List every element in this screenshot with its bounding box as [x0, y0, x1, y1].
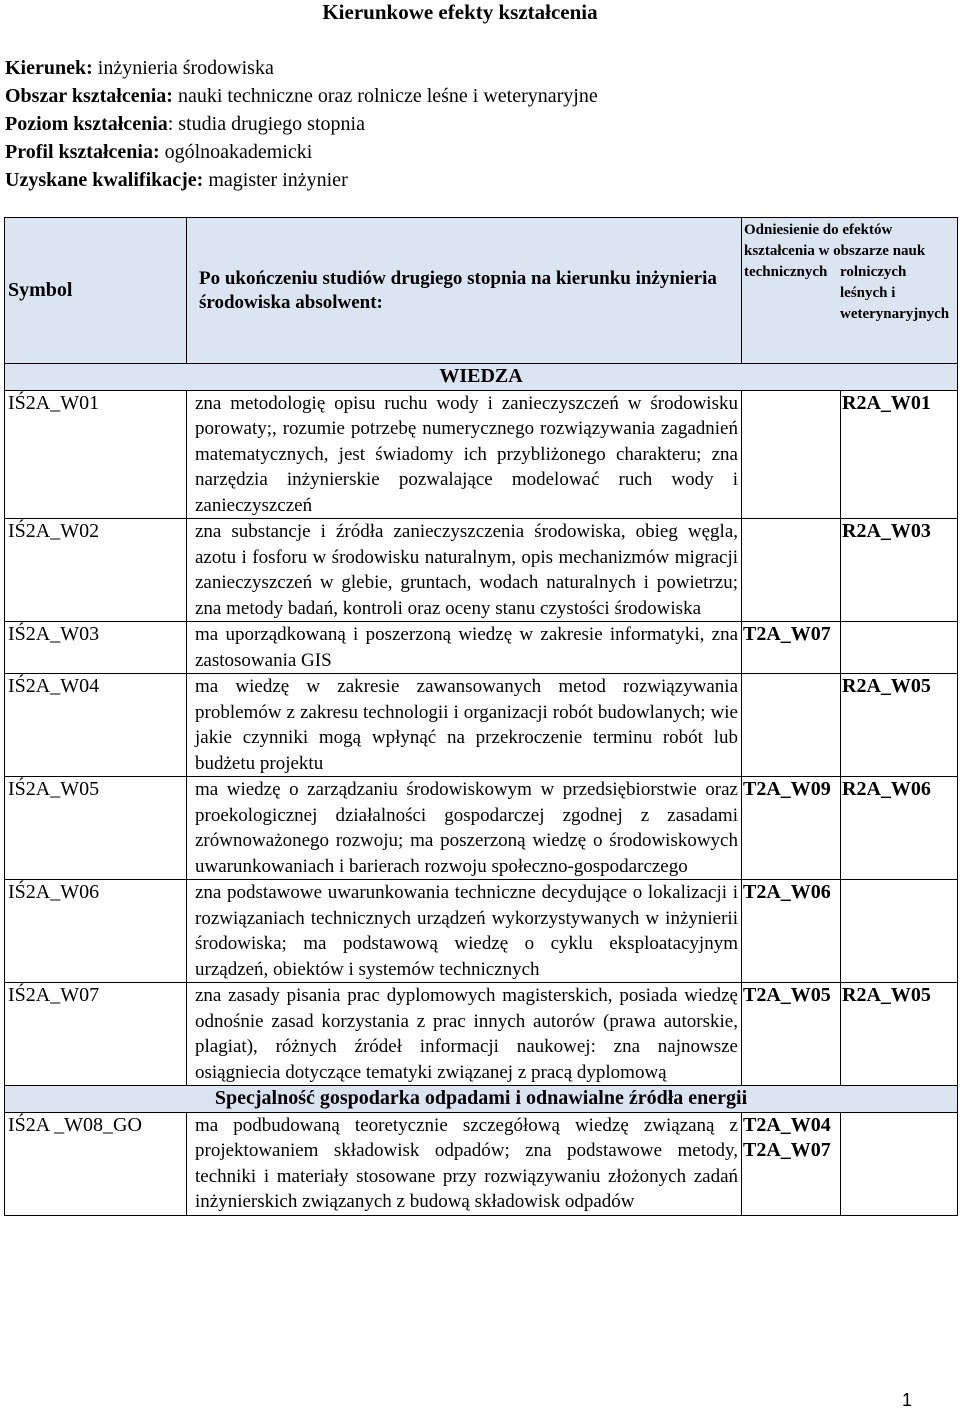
outcome-symbol: IŚ2A_W01: [5, 390, 187, 519]
outcome-ref-technical: T2A_W05: [742, 983, 841, 1086]
section-row-specialization: [5, 1086, 958, 1113]
outcome-ref-technical: T2A_W07: [742, 622, 841, 674]
table-header-row: [5, 218, 958, 364]
header-col-technical: technicznych: [744, 264, 828, 280]
table-row: [5, 622, 958, 674]
header-description: Po ukończeniu studiów drugiego stopnia na kierunku inżynieria środowiska absolwent:: [187, 218, 742, 364]
outcome-symbol: IŚ2A _W08_GO: [5, 1112, 187, 1215]
meta-obszar: Obszar kształcenia: nauki techniczne oraz rolnicze leśne i weterynaryjne: [5, 85, 598, 107]
table-row: [5, 1112, 958, 1215]
section-title-wiedza: WIEDZA: [5, 364, 958, 391]
header-reference-title: Odniesienie do efektów kształcenia w obszarze nauk: [744, 222, 926, 259]
table-row: [5, 390, 958, 519]
outcome-description: zna substancje i źródła zanieczyszczenia środowiska, obieg węgla, azotu i fosforu w środowisku naturalnym, opis mechanizmów migracji zanieczyszczeń w glebie, gruntach, wodach naturalnych i powietrzu; zna metody badań, kontroli oraz oceny stanu czystości środowiska: [187, 519, 742, 622]
meta-kwalifikacje: Uzyskane kwalifikacje: magister inżynier: [5, 169, 348, 191]
table-row: [5, 777, 958, 880]
outcome-ref-technical: [742, 1112, 841, 1215]
outcome-symbol: IŚ2A_W02: [5, 519, 187, 622]
outcome-symbol: IŚ2A_W06: [5, 880, 187, 983]
meta-poziom: Poziom kształcenia: studia drugiego stopnia: [5, 113, 365, 135]
outcome-symbol: IŚ2A_W05: [5, 777, 187, 880]
outcome-description: zna metodologię opisu ruchu wody i zanieczyszczeń w środowisku porowaty;, rozumie potrzebę numerycznego rozwiązywania zagadnień matematycznych, jest świadomy ich przybliżonego charakteru; zna narzędzia inżynierskie pozwalające modelować ruch wody i zanieczyszczeń: [187, 390, 742, 519]
program-meta: [5, 54, 598, 194]
header-col-agri: rolniczych leśnych i weterynaryjnych: [840, 264, 950, 322]
header-reference: [742, 218, 958, 364]
outcome-ref-agri: [841, 880, 958, 983]
outcome-ref-agri: R2A_W01: [841, 390, 958, 519]
outcome-ref-technical: [742, 390, 841, 519]
table-row: [5, 674, 958, 777]
outcome-ref-technical: [742, 674, 841, 777]
outcome-ref-technical: [742, 519, 841, 622]
section-title-specialization: Specjalność gospodarka odpadami i odnawialne źródła energii: [5, 1086, 958, 1113]
outcome-ref-agri: [841, 622, 958, 674]
table-row: [5, 519, 958, 622]
outcome-symbol: IŚ2A_W03: [5, 622, 187, 674]
table-row: [5, 983, 958, 1086]
outcome-description: ma wiedzę o zarządzaniu środowiskowym w przedsiębiorstwie oraz proekologicznej działalności gospodarczej zgodnej z zasadami zrównoważonego rozwoju; ma poszerzoną wiedzę o środowiskowych uwarunkowaniach i barierach rozwoju społeczno-gospodarczego: [187, 777, 742, 880]
page-title: Kierunkowe efekty kształcenia: [322, 0, 598, 24]
outcome-description: zna podstawowe uwarunkowania techniczne decydujące o lokalizacji i rozwiązaniach technicznych urządzeń wykorzystywanych w inżynierii środowiska; ma podstawową wiedzę o cyklu eksploatacyjnym urządzeń, obiektów i systemów technicznych: [187, 880, 742, 983]
outcome-description: ma podbudowaną teoretycznie szczegółową wiedzę związaną z projektowaniem składowisk odpadów; zna podstawowe metody, techniki i materiały stosowane przy rozwiązywaniu złożonych zadań inżynierskich związanych z budową składowisk odpadów: [187, 1112, 742, 1215]
outcome-description: ma wiedzę w zakresie zawansowanych metod rozwiązywania problemów z zakresu technologii i organizacji robót budowlanych; wie jakie czynniki mogą wpłynąć na przekroczenie terminu robót lub budżetu projektu: [187, 674, 742, 777]
outcome-ref-agri: [841, 1112, 958, 1215]
page-number: 1: [902, 1390, 913, 1410]
outcome-ref-agri: R2A_W05: [841, 983, 958, 1086]
ref-code: T2A_W04: [743, 1113, 831, 1136]
outcome-ref-technical: T2A_W09: [742, 777, 841, 880]
outcome-symbol: IŚ2A_W07: [5, 983, 187, 1086]
table-row: [5, 880, 958, 983]
ref-code: T2A_W07: [743, 1139, 831, 1161]
outcome-description: zna zasady pisania prac dyplomowych magisterskich, posiada wiedzę odnośnie zasad korzystania z prac innych autorów (prawa autorskie, plagiat), różnych źródeł informacji naukowej: zna najnowsze osiągniecia dotyczące tematyki związanej z pracą dyplomową: [187, 983, 742, 1086]
outcome-ref-technical: T2A_W06: [742, 880, 841, 983]
outcomes-table: [4, 217, 958, 1216]
meta-profil: Profil kształcenia: ogólnoakademicki: [5, 141, 313, 163]
outcome-ref-agri: R2A_W03: [841, 519, 958, 622]
meta-kierunek: Kierunek: inżynieria środowiska: [5, 57, 274, 79]
header-symbol: Symbol: [5, 218, 187, 364]
outcome-symbol: IŚ2A_W04: [5, 674, 187, 777]
outcome-ref-agri: R2A_W05: [841, 674, 958, 777]
outcome-ref-agri: R2A_W06: [841, 777, 958, 880]
outcome-description: ma uporządkowaną i poszerzoną wiedzę w zakresie informatyki, zna zastosowania GIS: [187, 622, 742, 674]
section-row-wiedza: [5, 364, 958, 391]
